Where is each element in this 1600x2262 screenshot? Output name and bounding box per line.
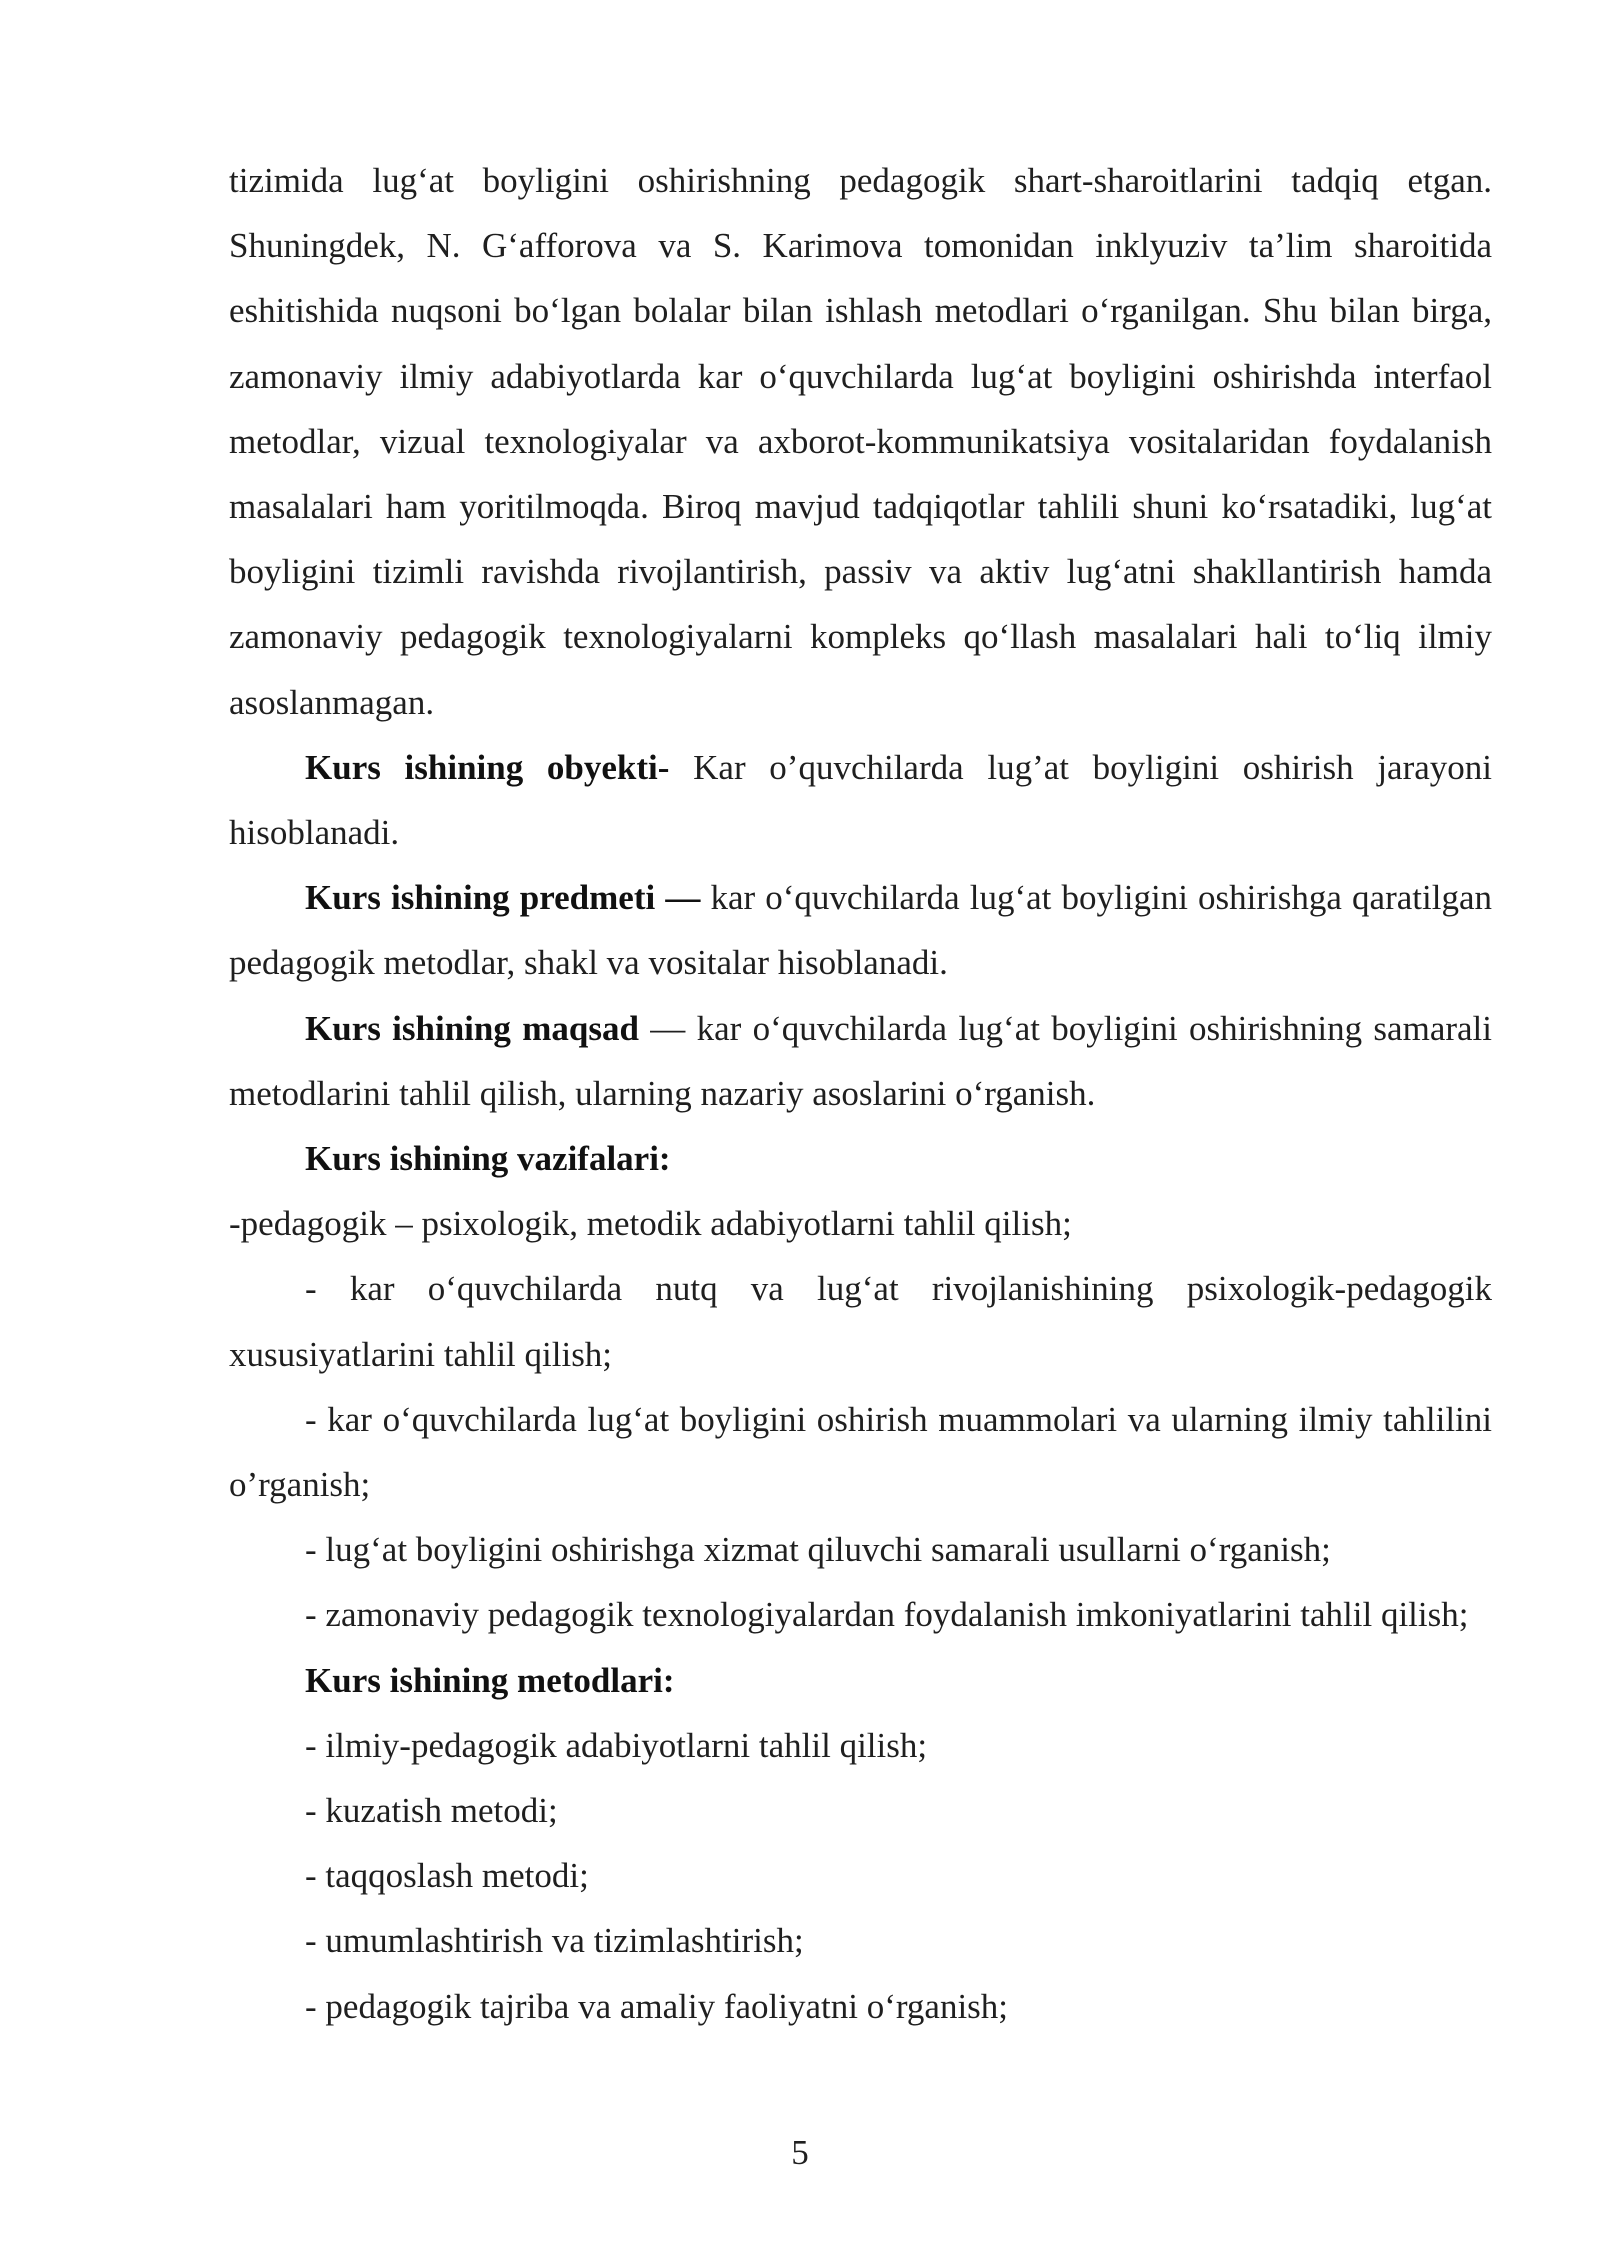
object-text: Kar o’quvchilarda lug’at boyligini oshirish jarayoni hisoblanadi. xyxy=(229,747,1492,853)
subject-text: kar o‘quvchilarda lug‘at boyligini oshirishga qaratilgan pedagogik metodlar, shakl va vositalar hisoblanadi. xyxy=(229,878,1492,983)
method-item: - umumlashtirish va tizimlashtirish; xyxy=(305,1921,804,1961)
page-content xyxy=(229,148,1492,2039)
task-item: - lug‘at boyligini oshirishga xizmat qiluvchi samarali usullarni o‘rganish; xyxy=(305,1530,1331,1570)
goal-text: — kar o‘quvchilarda lug‘at boyligini oshirishning samarali metodlarini tahlil qilish, ularning nazariy asoslarini o‘rganish. xyxy=(229,1008,1492,1113)
tasks-heading: Kurs ishining vazifalari: xyxy=(305,1139,671,1179)
task-item-first: -pedagogik – psixologik, metodik adabiyotlarni tahlil qilish; xyxy=(229,1204,1072,1244)
goal-paragraph xyxy=(229,996,1492,1126)
methods-heading: Kurs ishining metodlari: xyxy=(305,1660,675,1700)
page-number: 5 xyxy=(791,2133,809,2172)
subject-paragraph xyxy=(229,865,1492,995)
method-item: - taqqoslash metodi; xyxy=(305,1856,589,1896)
subject-label: Kurs ishining predmeti — xyxy=(305,878,701,918)
method-item: - kuzatish metodi; xyxy=(305,1791,558,1831)
method-item: - ilmiy-pedagogik adabiyotlarni tahlil qilish; xyxy=(305,1725,928,1765)
task-item: - kar o‘quvchilarda lug‘at boyligini oshirish muammolari va ularning ilmiy tahlilini o’rganish; xyxy=(229,1399,1492,1505)
task-item: - zamonaviy pedagogik texnologiyalardan foydalanish imkoniyatlarini tahlil qilish; xyxy=(305,1595,1469,1635)
method-item: - pedagogik tajriba va amaliy faoliyatni o‘rganish; xyxy=(305,1986,1009,2026)
goal-label: Kurs ishining maqsad xyxy=(305,1008,639,1048)
intro-paragraph: tizimida lug‘at boyligini oshirishning pedagogik shart-sharoitlarini tadqiq etgan. Shuningdek, N. G‘afforova va S. Karimova tomonidan inklyuziv ta’lim sharoitida eshitishida nuqsoni bo‘lgan bolalar bilan ishlash metodlari o‘rganilgan. Shu bilan birga, zamonaviy ilmiy adabiyotlarda kar o‘quvchilarda lug‘at boyligini oshirishda interfaol metodlar, vizual texnologiyalar va axborot-kommunikatsiya vositalaridan foydalanish masalalari ham yoritilmoqda. Biroq mavjud tadqiqotlar tahlili shuni ko‘rsatadiki, lug‘at boyligini tizimli ravishda rivojlantirish, passiv va aktiv lug‘atni shakllantirish hamda zamonaviy pedagogik texnologiyalarni kompleks qo‘llash masalalari hali to‘liq ilmiy asoslanmagan. xyxy=(229,161,1492,722)
object-label: Kurs ishining obyekti- xyxy=(305,747,670,787)
task-item: - kar o‘quvchilarda nutq va lug‘at rivojlanishining psixologik-pedagogik xususiyatlarini tahlil qilish; xyxy=(229,1269,1492,1374)
object-paragraph xyxy=(229,735,1492,865)
